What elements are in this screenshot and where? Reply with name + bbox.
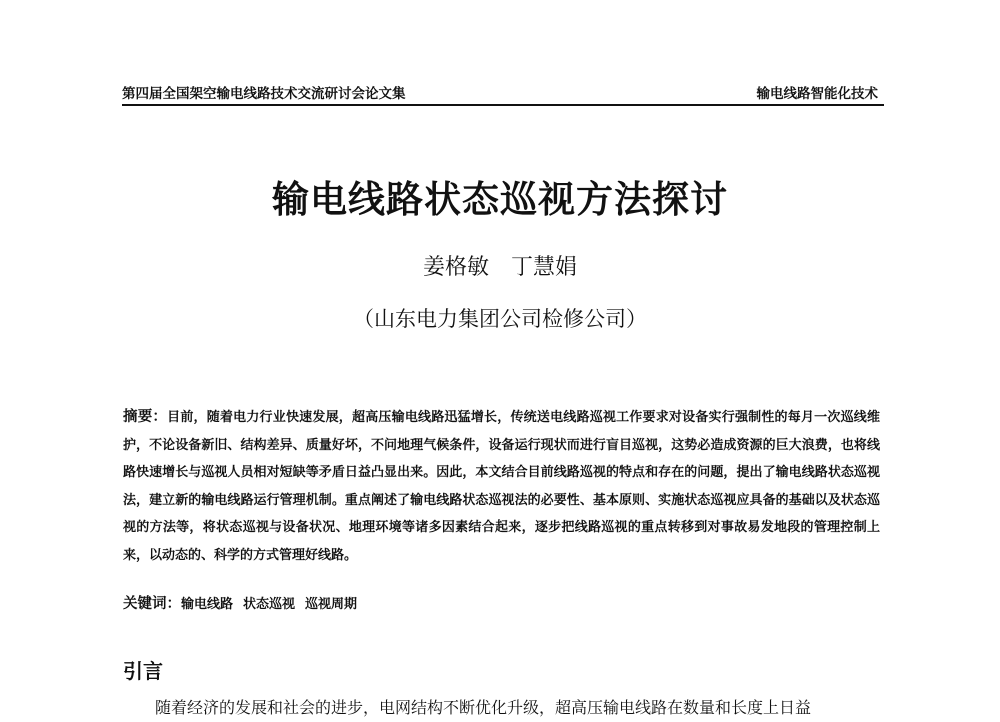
keyword: 巡视周期: [305, 597, 358, 612]
abstract: [123, 404, 880, 569]
keywords-label: 关键词：: [123, 596, 181, 612]
body-paragraph: 随着经济的发展和社会的进步，电网结构不断优化升级，超高压输电线路在数量和长度上日益: [155, 698, 812, 717]
abstract-text: 目前，随着电力行业快速发展，超高压输电线路迅猛增长，传统送电线路巡视工作要求对设备实行强制性的每月一次巡线维护，不论设备新旧、结构差异、质量好坏，不问地理气候条件，设备运行现状而进行盲目巡视，这势必造成资源的巨大浪费，也将线路快速增长与巡视人员相对短缺等矛盾日益凸显出来。因此，本文结合目前线路巡视的特点和存在的问题，提出了输电线路状态巡视法，建立新的输电线路运行管理机制。重点阐述了输电线路状态巡视法的必要性、基本原则、实施状态巡视应具备的基础以及状态巡视的方法等，将状态巡视与设备状况、地理环境等诸多因素结合起来，逐步把线路巡视的重点转移到对事故易发地段的管理控制上来，以动态的、科学的方式管理好线路。: [123, 410, 880, 563]
paper-title: 输电线路状态巡视方法探讨: [272, 178, 728, 221]
author-affiliation: （山东电力集团公司检修公司）: [353, 307, 647, 331]
author-name: 丁慧娟: [511, 255, 578, 280]
keywords: [123, 591, 880, 618]
author-list: [0, 253, 1000, 283]
abstract-label: 摘要：: [123, 409, 168, 425]
running-header: [122, 84, 884, 106]
keyword: 状态巡视: [243, 597, 296, 612]
running-header-proceedings: 第四届全国架空输电线路技术交流研讨会论文集: [122, 86, 406, 102]
running-header-section: 输电线路智能化技术: [756, 86, 878, 102]
keyword: 输电线路: [181, 597, 234, 612]
section-heading: 引言: [123, 659, 163, 683]
author-name: 姜格敏: [422, 255, 489, 280]
